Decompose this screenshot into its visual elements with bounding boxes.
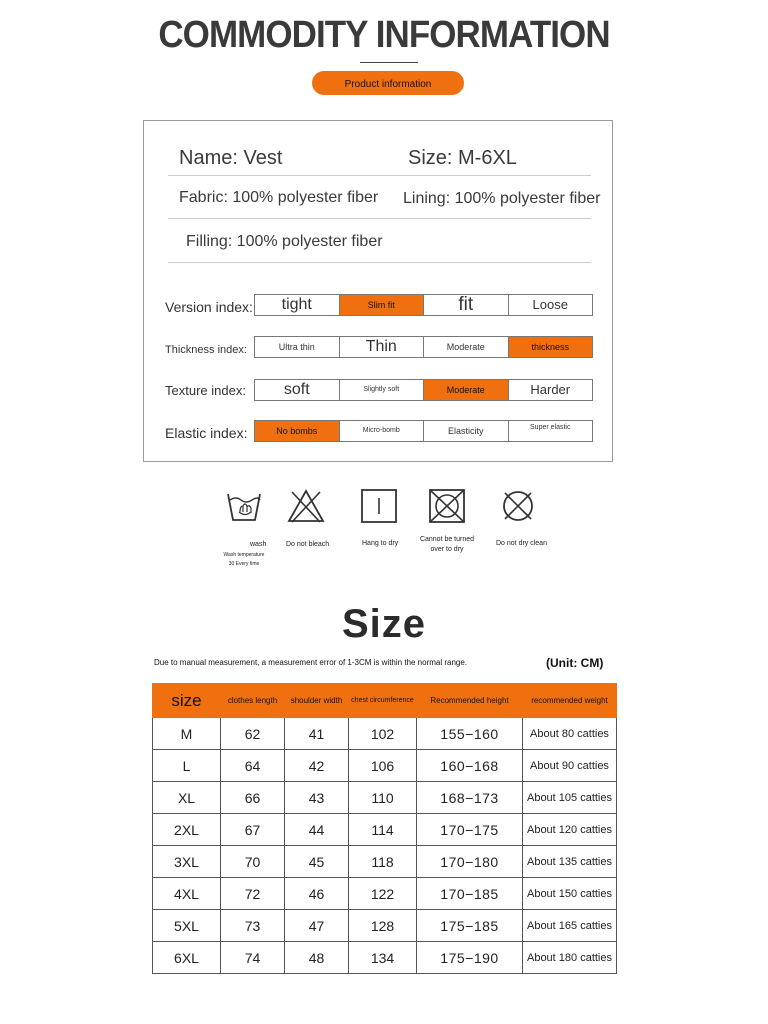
- scale-option-selected: No bombs: [255, 421, 340, 441]
- table-row: [153, 718, 617, 750]
- column-header: Recommended height: [417, 684, 523, 718]
- table-cell: 102: [349, 718, 417, 750]
- table-cell: About 135 catties: [523, 846, 617, 878]
- wash-temperature-note: Wash temperature 30 Every time: [223, 552, 265, 567]
- table-cell: 67: [221, 814, 285, 846]
- table-cell: 160−168: [417, 750, 523, 782]
- measurement-note: Due to manual measurement, a measurement error of 1-3CM is within the normal range.: [154, 658, 468, 667]
- table-row: [153, 782, 617, 814]
- no-dry-clean-label: Do not dry clean: [496, 540, 547, 547]
- table-cell: 122: [349, 878, 417, 910]
- table-cell: 45: [285, 846, 349, 878]
- table-cell: 155−160: [417, 718, 523, 750]
- table-row: [153, 750, 617, 782]
- divider: [168, 218, 591, 219]
- no-bleach-icon: [278, 488, 334, 524]
- table-cell: M: [153, 718, 221, 750]
- no-tumble-dry-icon: [419, 488, 475, 524]
- hang-dry-icon: [351, 488, 407, 524]
- table-cell: 41: [285, 718, 349, 750]
- divider: [168, 175, 591, 176]
- scale-option: Elasticity: [424, 421, 509, 441]
- table-cell: 5XL: [153, 910, 221, 942]
- product-info-badge: Product information: [312, 71, 464, 95]
- table-cell: 175−185: [417, 910, 523, 942]
- title-divider: [360, 62, 418, 63]
- table-cell: 74: [221, 942, 285, 974]
- table-row: [153, 910, 617, 942]
- table-cell: 44: [285, 814, 349, 846]
- scale-option: soft: [255, 380, 340, 400]
- elastic-index-label: Elastic index:: [165, 425, 248, 441]
- table-cell: XL: [153, 782, 221, 814]
- table-cell: 3XL: [153, 846, 221, 878]
- table-cell: 4XL: [153, 878, 221, 910]
- table-cell: L: [153, 750, 221, 782]
- table-cell: 114: [349, 814, 417, 846]
- divider: [168, 262, 591, 263]
- wash-label: wash: [250, 541, 267, 548]
- product-size-range: Size: M-6XL: [408, 147, 517, 169]
- scale-option: tight: [255, 295, 340, 315]
- version-index-label: Version index:: [165, 299, 253, 315]
- table-cell: 170−180: [417, 846, 523, 878]
- table-cell: 70: [221, 846, 285, 878]
- table-cell: About 105 catties: [523, 782, 617, 814]
- product-filling: Filling: 100% polyester fiber: [186, 233, 383, 250]
- table-cell: 48: [285, 942, 349, 974]
- no-bleach-label: Do not bleach: [286, 541, 330, 548]
- column-header: size: [153, 684, 221, 718]
- no-tumble-dry-label: Cannot be turned over to dry: [419, 536, 475, 553]
- scale-option: Super elastic: [530, 424, 571, 431]
- scale-option: Harder: [530, 382, 571, 397]
- product-lining: Lining: 100% polyester fiber: [403, 190, 601, 207]
- table-cell: 66: [221, 782, 285, 814]
- column-header: recommended weight: [523, 684, 617, 718]
- table-cell: About 165 catties: [523, 910, 617, 942]
- table-row: [153, 878, 617, 910]
- size-heading: Size: [341, 602, 427, 646]
- unit-label: (Unit: CM): [546, 656, 604, 670]
- table-header-row: [153, 684, 617, 718]
- scale-option-selected: Slim fit: [340, 295, 425, 315]
- hang-dry-label: Hang to dry: [362, 540, 399, 547]
- size-table: [152, 683, 617, 974]
- table-cell: 170−185: [417, 878, 523, 910]
- version-index-scale: [254, 294, 593, 316]
- table-cell: 106: [349, 750, 417, 782]
- table-cell: About 80 catties: [523, 718, 617, 750]
- table-cell: 47: [285, 910, 349, 942]
- product-info-panel: [143, 120, 613, 462]
- table-cell: 118: [349, 846, 417, 878]
- scale-option-selected: thickness: [509, 337, 593, 357]
- table-cell: 64: [221, 750, 285, 782]
- scale-option: Loose: [532, 297, 568, 312]
- table-cell: 43: [285, 782, 349, 814]
- table-cell: 170−175: [417, 814, 523, 846]
- table-cell: 6XL: [153, 942, 221, 974]
- table-cell: About 120 catties: [523, 814, 617, 846]
- table-cell: About 150 catties: [523, 878, 617, 910]
- product-name: Name: Vest: [179, 147, 283, 169]
- table-cell: About 90 catties: [523, 750, 617, 782]
- scale-option: Slightly soft: [340, 380, 425, 400]
- table-cell: 62: [221, 718, 285, 750]
- table-cell: 134: [349, 942, 417, 974]
- elastic-index-scale: [254, 420, 593, 442]
- texture-index-scale: [254, 379, 593, 401]
- table-cell: 42: [285, 750, 349, 782]
- scale-option: Ultra thin: [255, 337, 340, 357]
- table-cell: 2XL: [153, 814, 221, 846]
- table-cell: 128: [349, 910, 417, 942]
- table-cell: 175−190: [417, 942, 523, 974]
- product-fabric: Fabric: 100% polyester fiber: [179, 189, 379, 206]
- page-title: COMMODITY INFORMATION: [158, 14, 610, 56]
- column-header: shoulder width: [285, 684, 349, 718]
- texture-index-label: Texture index:: [165, 383, 246, 398]
- scale-option-selected: Moderate: [424, 380, 509, 400]
- table-cell: About 180 catties: [523, 942, 617, 974]
- table-row: [153, 942, 617, 974]
- table-cell: 168−173: [417, 782, 523, 814]
- table-cell: 73: [221, 910, 285, 942]
- scale-option: Thin: [340, 337, 425, 357]
- no-dry-clean-icon: [490, 488, 546, 524]
- thickness-index-label: Thickness index:: [165, 344, 247, 356]
- table-cell: 46: [285, 878, 349, 910]
- table-row: [153, 846, 617, 878]
- thickness-index-scale: [254, 336, 593, 358]
- table-row: [153, 814, 617, 846]
- scale-option: fit: [424, 295, 509, 315]
- table-cell: 72: [221, 878, 285, 910]
- wash-tub-icon: [216, 488, 272, 524]
- table-cell: 110: [349, 782, 417, 814]
- column-header: clothes length: [221, 684, 285, 718]
- scale-option: Moderate: [424, 337, 509, 357]
- column-header: chest circumference: [349, 684, 417, 718]
- scale-option: Micro-bomb: [340, 421, 425, 441]
